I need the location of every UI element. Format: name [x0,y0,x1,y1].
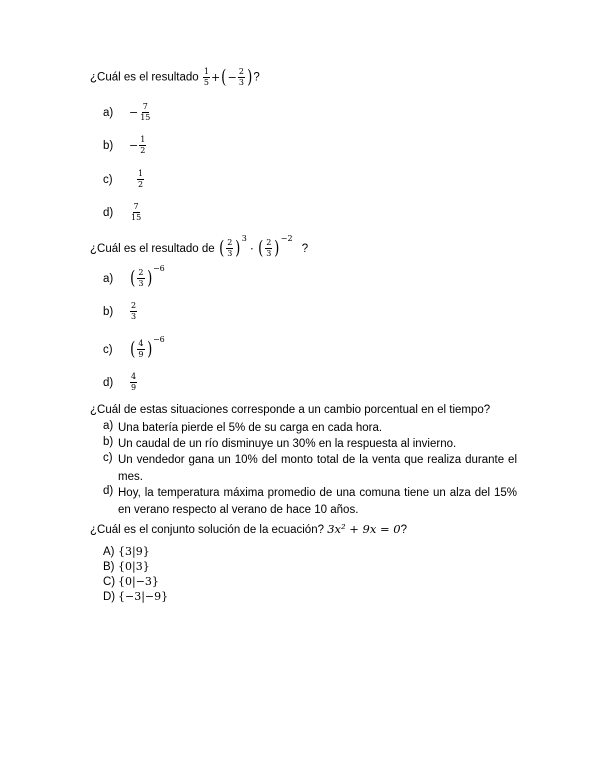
q3-option-a-label: a) [103,420,114,432]
fraction: $\frac{2}{3}$ [238,67,244,87]
q3-option-c-label: c) [103,452,113,464]
q4-option-a[interactable]: A) {3|9} [103,545,150,558]
question-4: ¿Cuál es el conjunto solución de la ecuación? 3x² + 9x = 0? [90,522,408,536]
question-4-text: ¿Cuál es el conjunto solución de la ecuación? [90,524,324,536]
q3-option-c[interactable]: Un vendedor gana un 10% del monto total de la venta que realiza durante el mes. [118,454,517,483]
q3-option-b[interactable]: Un caudal de un río disminuye un 30% en la respuesta al invierno. [118,438,457,450]
q4-option-b[interactable]: B) {0|3} [103,560,150,573]
question-2: ¿Cuál es el resultado de ( $\frac{2}{3}$ )$^3$ · ( $\frac{2}{3}$ )$^{-2}$ ? [90,234,309,260]
q3-option-d[interactable]: Hoy, la temperatura máxima promedio de una comuna tiene un alza del 15% en verano respecto al verano de hace 10 años. [118,487,517,516]
q4-option-d[interactable]: D) {−3|−9} [103,590,169,603]
q3-option-d-label: d) [103,485,114,497]
q1-option-c[interactable]: c) $\frac{1}{2}$ [103,169,144,189]
q1-option-b[interactable]: b) − $\frac{1}{2}$ [103,135,146,155]
q4-option-c[interactable]: C) {0|−3} [103,575,159,588]
equation: 3x² + 9x = 0 [327,522,401,536]
q1-option-d[interactable]: d) $\frac{7}{15}$ [103,202,142,222]
q1-option-a[interactable]: a) − $\frac{7}{15}$ [103,102,151,122]
q3-option-a[interactable]: Una batería pierde el 5% de su carga en cada hora. [118,422,383,434]
q3-option-b-label: b) [103,436,114,448]
q2-option-a[interactable]: a) ( $\frac{2}{3}$ )$^{-6}$ [103,264,165,290]
q2-option-d[interactable]: d) $\frac{4}{9}$ [103,372,137,392]
question-2-text: ¿Cuál es el resultado de [90,243,215,255]
q2-option-b[interactable]: b) $\frac{2}{3}$ [103,301,137,321]
fraction: $\frac{1}{5}$ [203,67,209,87]
question-1: ¿Cuál es el resultado $\frac{1}{5}$ +(− $\frac{2}{3}$ )? [90,66,260,88]
question-3-text: ¿Cuál de estas situaciones corresponde a un cambio porcentual en el tiempo? [90,404,491,416]
question-1-text: ¿Cuál es el resultado [90,71,199,84]
q2-option-c[interactable]: c) ( $\frac{4}{9}$ )$^{-6}$ [103,335,165,361]
